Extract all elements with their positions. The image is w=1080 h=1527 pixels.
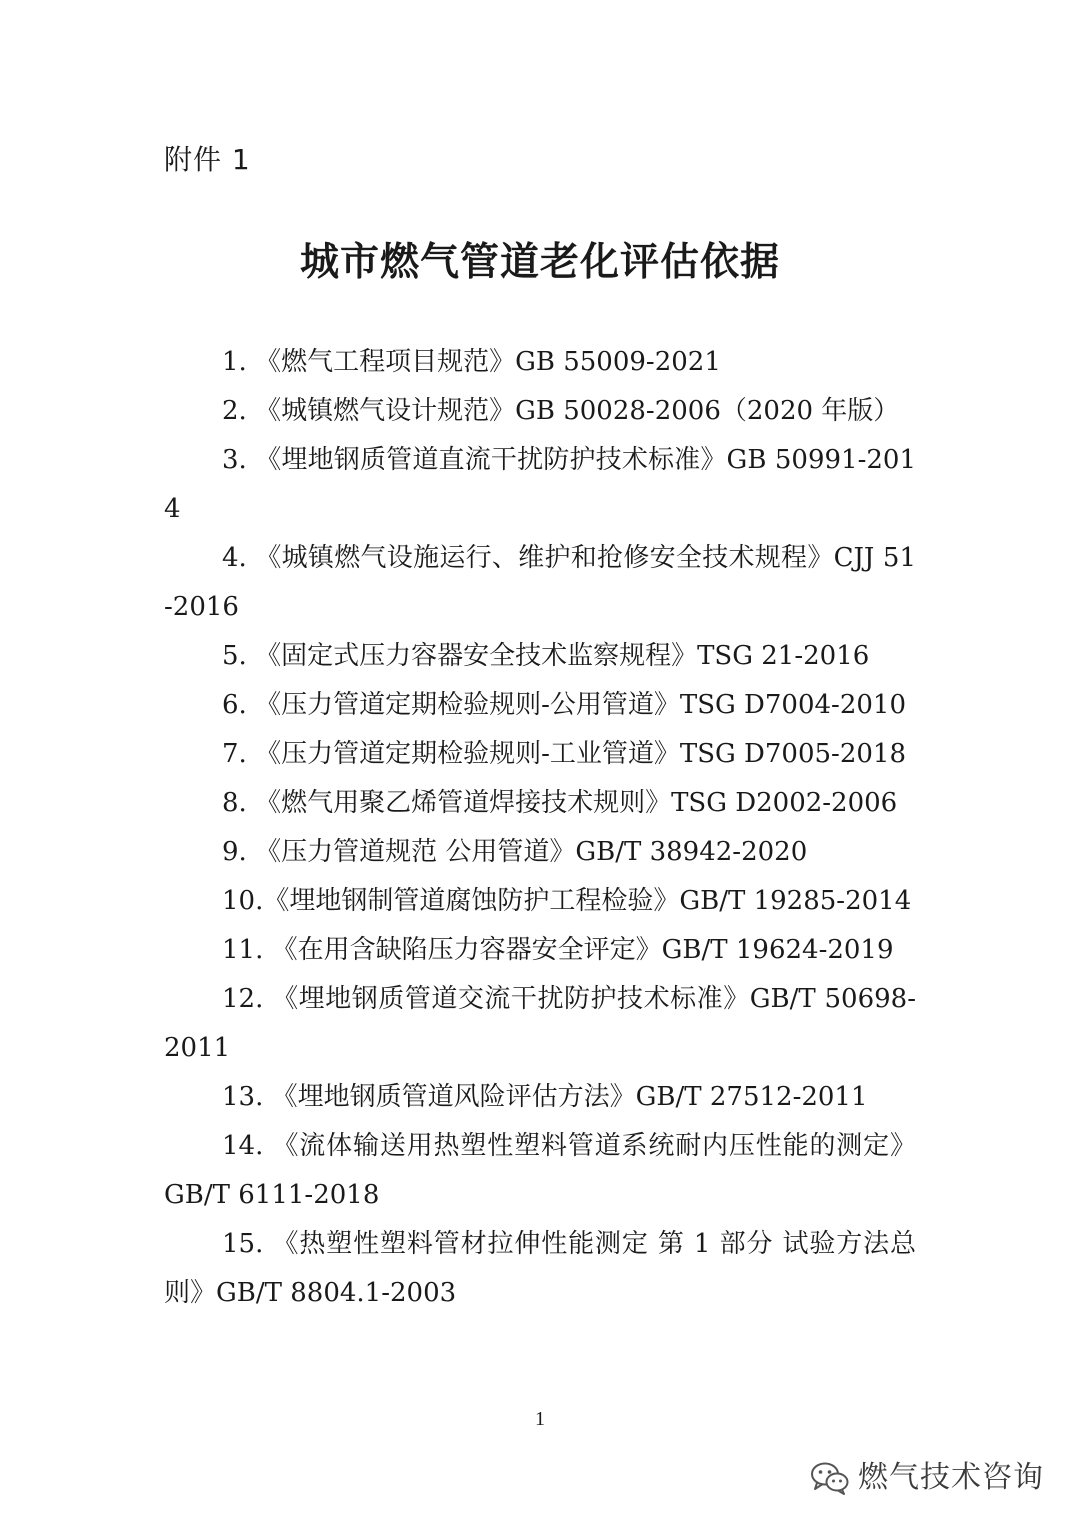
reference-item: 10.《埋地钢制管道腐蚀防护工程检验》GB/T 19285-2014: [222, 886, 912, 916]
reference-item: 3. 《埋地钢质管道直流干扰防护技术标准》GB 50991-2014: [164, 445, 916, 524]
reference-item: 2. 《城镇燃气设计规范》GB 50028-2006（2020 年版）: [222, 396, 900, 426]
reference-item: 8. 《燃气用聚乙烯管道焊接技术规则》TSG D2002-2006: [222, 788, 898, 818]
reference-item: 14. 《流体输送用热塑性塑料管道系统耐内压性能的测定》GB/T 6111-2018: [164, 1131, 916, 1210]
document-title: 城市燃气管道老化评估依据: [299, 239, 780, 285]
reference-item: 5. 《固定式压力容器安全技术监察规程》TSG 21-2016: [222, 641, 870, 671]
watermark-text: 燃气技术咨询: [858, 1460, 1044, 1495]
reference-item: 13. 《埋地钢质管道风险评估方法》GB/T 27512-2011: [222, 1082, 868, 1112]
reference-list: [164, 338, 916, 1318]
reference-item: 9. 《压力管道规范 公用管道》GB/T 38942-2020: [222, 837, 808, 867]
reference-item: 1. 《燃气工程项目规范》GB 55009-2021: [222, 347, 721, 377]
reference-item: 12. 《埋地钢质管道交流干扰防护技术标准》GB/T 50698-2011: [164, 984, 916, 1063]
reference-item: 11. 《在用含缺陷压力容器安全评定》GB/T 19624-2019: [222, 935, 894, 965]
page-number: 1: [535, 1408, 545, 1430]
reference-item: 6. 《压力管道定期检验规则-公用管道》TSG D7004-2010: [222, 690, 907, 720]
wechat-icon: [810, 1461, 850, 1495]
reference-item: 7. 《压力管道定期检验规则-工业管道》TSG D7005-2018: [222, 739, 907, 769]
reference-item: 15. 《热塑性塑料管材拉伸性能测定 第 1 部分 试验方法总则》GB/T 8804.1-2003: [164, 1229, 916, 1308]
watermark: [810, 1456, 1044, 1500]
reference-item: 4. 《城镇燃气设施运行、维护和抢修安全技术规程》CJJ 51-2016: [164, 543, 916, 622]
attachment-label: 附件 1: [164, 143, 251, 176]
